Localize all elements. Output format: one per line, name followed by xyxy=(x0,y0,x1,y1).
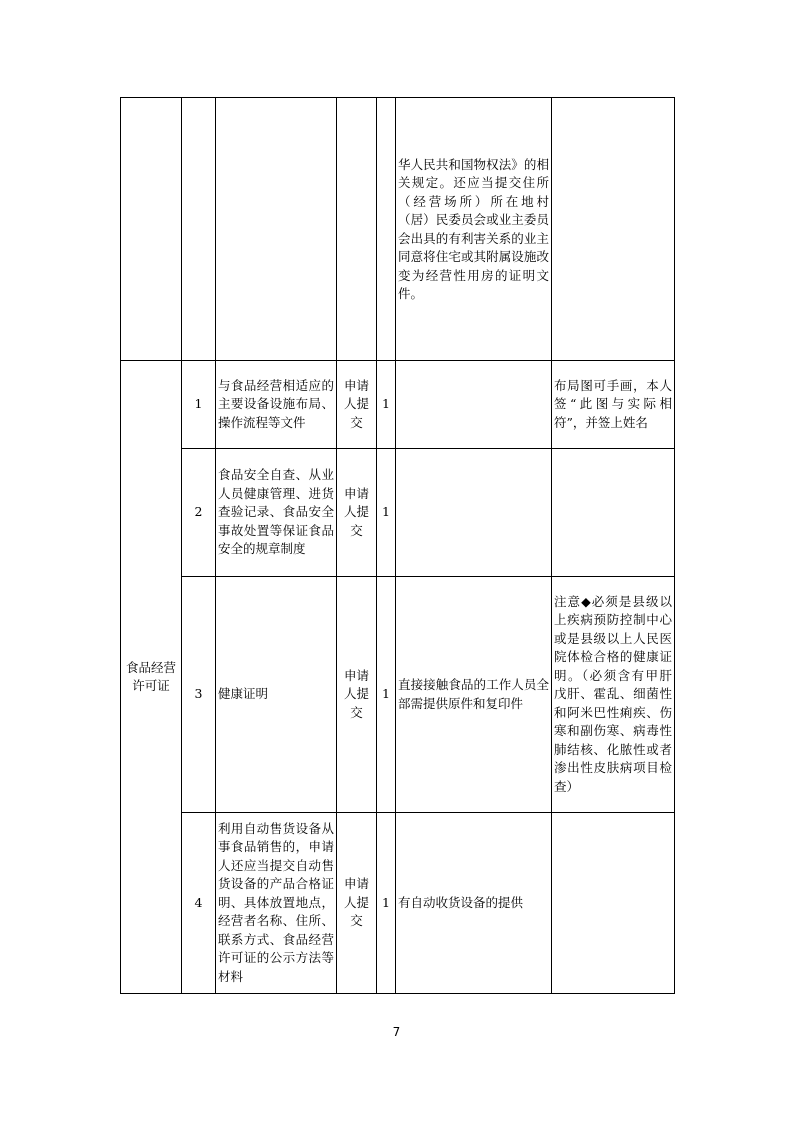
material-cell: 健康证明 xyxy=(216,577,337,813)
source-cell: 申请人提交 xyxy=(337,449,377,577)
copies-cell-empty xyxy=(377,98,396,361)
material-cell: 与食品经营相适应的主要设备设施布局、操作流程等文件 xyxy=(216,361,337,449)
requirement-cell xyxy=(396,449,552,577)
category-cell: 食品经营许可证 xyxy=(121,361,182,994)
number-cell: 3 xyxy=(182,577,216,813)
number-cell: 1 xyxy=(182,361,216,449)
table-row xyxy=(121,577,675,813)
category-cell-empty xyxy=(121,98,182,361)
source-cell: 申请人提交 xyxy=(337,577,377,813)
number-cell-empty xyxy=(182,98,216,361)
source-cell: 申请人提交 xyxy=(337,813,377,994)
note-cell: 布局图可手画，本人签“此图与实际相符”，并签上姓名 xyxy=(552,361,675,449)
page-number: 7 xyxy=(392,1025,401,1039)
requirement-cell: 直接接触食品的工作人员全部需提供原件和复印件 xyxy=(396,577,552,813)
copies-cell: 1 xyxy=(377,449,396,577)
source-cell-empty xyxy=(337,98,377,361)
table-row xyxy=(121,813,675,994)
number-cell: 2 xyxy=(182,449,216,577)
copies-cell: 1 xyxy=(377,813,396,994)
note-cell xyxy=(552,449,675,577)
table-row xyxy=(121,361,675,449)
requirement-cell: 华人民共和国物权法》的相关规定。还应当提交住所（经营场所）所在地村（居）民委员会或业主委员会出具的有利害关系的业主同意将住宅或其附属设施改变为经营性用房的证明文件。 xyxy=(396,98,552,361)
copies-cell: 1 xyxy=(377,577,396,813)
material-cell: 食品安全自查、从业人员健康管理、进货查验记录、食品安全事故处置等保证食品安全的规章制度 xyxy=(216,449,337,577)
table-row-continuation xyxy=(121,98,675,361)
number-cell: 4 xyxy=(182,813,216,994)
requirement-cell xyxy=(396,361,552,449)
materials-table xyxy=(120,97,675,994)
material-cell: 利用自动售货设备从事食品销售的，申请人还应当提交自动售货设备的产品合格证明、具体放置地点，经营者名称、住所、联系方式、食品经营许可证的公示方法等材料 xyxy=(216,813,337,994)
note-cell xyxy=(552,813,675,994)
source-cell: 申请人提交 xyxy=(337,361,377,449)
table-row xyxy=(121,449,675,577)
requirement-cell: 有自动收货设备的提供 xyxy=(396,813,552,994)
copies-cell: 1 xyxy=(377,361,396,449)
note-cell: 注意◆必须是县级以上疾病预防控制中心或是县级以上人民医院体检合格的健康证明。（必须含有甲肝戊肝、霍乱、细菌性和阿米巴性痢疾、伤寒和副伤寒、病毒性肺结核、化脓性或者渗出性皮肤病项目检查） xyxy=(552,577,675,813)
material-cell-empty xyxy=(216,98,337,361)
note-cell-empty xyxy=(552,98,675,361)
